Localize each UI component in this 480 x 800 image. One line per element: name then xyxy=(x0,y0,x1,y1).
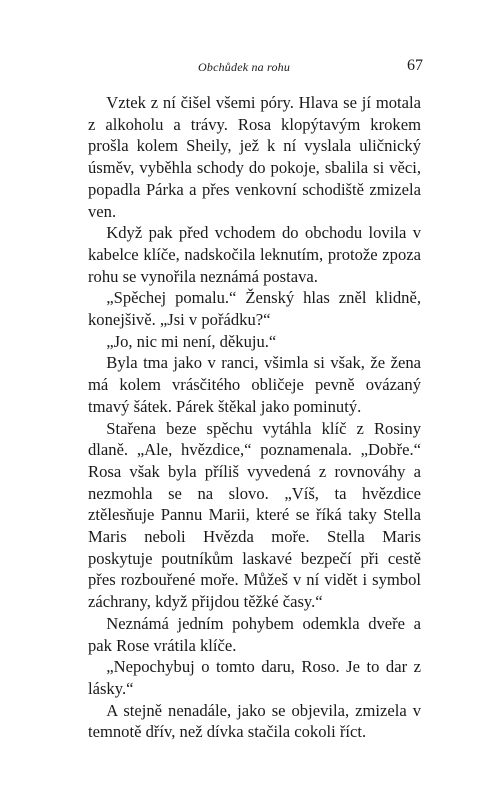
paragraph: Když pak před vchodem do obchodu lovila v kabelce klíče, nadskočila leknutím, protože zpoza rohu se vynořila neznámá postava. xyxy=(88,223,421,286)
paragraph: Vztek z ní čišel všemi póry. Hlava se jí motala z alkoholu a trávy. Rosa klopýtavým krokem prošla kolem Sheily, jež k ní vyslala uličnický úsměv, vyběhla schody do pokoje, sbalila si věci, popadla Párka a přes venkovní schodiště zmizela ven. xyxy=(88,93,421,221)
paragraph: Neznámá jedním pohybem odemkla dveře a pak Rose vrátila klíče. xyxy=(88,613,421,655)
page-header xyxy=(0,57,480,81)
body-text xyxy=(88,92,421,743)
paragraph: A stejně nenadále, jako se objevila, zmizela v temnotě dřív, než dívka stačila cokoli říct. xyxy=(88,700,421,742)
running-title: Obchůdek na rohu xyxy=(198,60,291,74)
paragraph: Byla tma jako v ranci, všimla si však, že žena má kolem vrásčitého obličeje pevně ovázaný tmavý šátek. Párek štěkal jako pominutý. xyxy=(88,353,421,416)
paragraph: „Nepochybuj o tomto daru, Roso. Je to dar z lásky.“ xyxy=(88,657,421,698)
page-number: 67 xyxy=(407,57,423,74)
paragraph: „Spěchej pomalu.“ Ženský hlas zněl klidně, konejšivě. „Jsi v pořádku?“ xyxy=(88,288,421,330)
paragraph: „Jo, nic mi není, děkuju.“ xyxy=(106,331,277,351)
paragraph: Stařena beze spěchu vytáhla klíč z Rosiny dlaně. „Ale, hvězdice,“ poznamenala. „Dobře.“ Rosa však byla příliš vyvedená z rovnováhy a nezmohla se na slovo. „Víš, ta hvězdice ztělesňuje Pannu Marii, které se říká taky Stella Maris neboli Hvězda moře. Stella Maris poskytuje poutníkům laskavé bezpečí při cestě přes rozbouřené moře. Můžeš v ní vidět i symbol záchrany, když přijdou těžké časy.“ xyxy=(88,418,421,612)
